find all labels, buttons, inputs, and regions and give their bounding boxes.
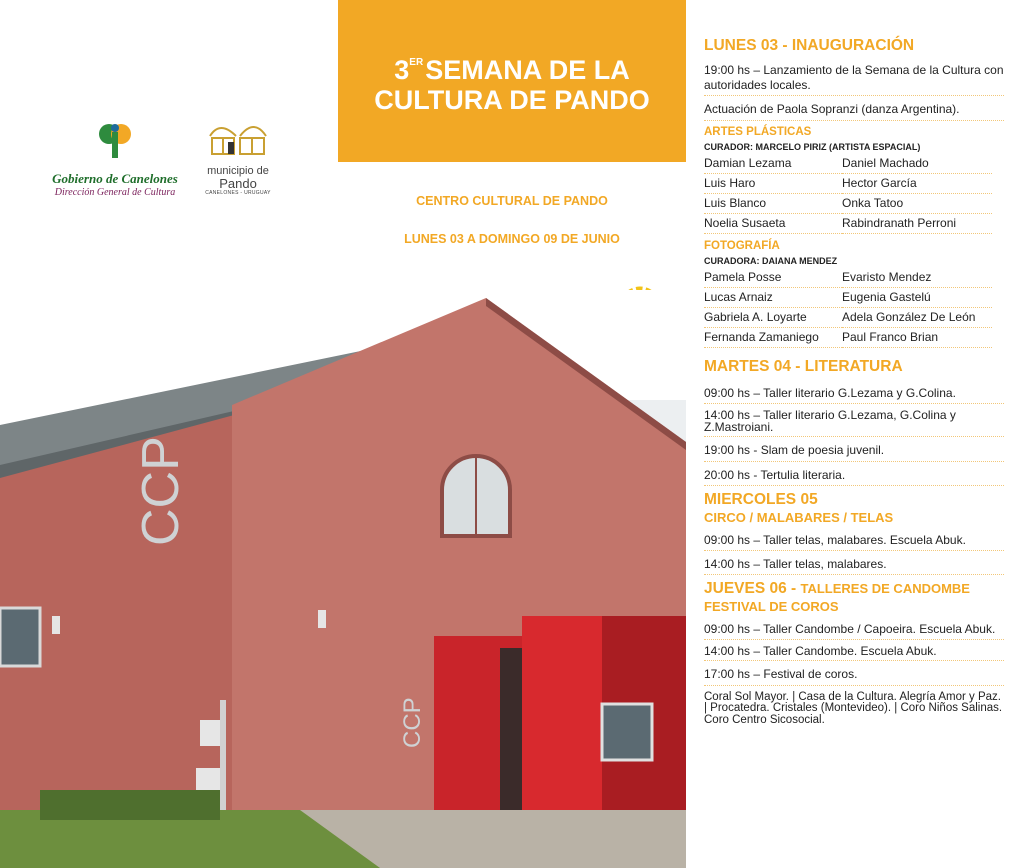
monday-heading: LUNES 03 - INAUGURACIÓN	[704, 37, 915, 54]
pando-line3: CANELONES - URUGUAY	[205, 190, 271, 196]
pando-line2: Pando	[219, 176, 257, 191]
monday-item-1: 19:00 hs – Lanzamiento de la Semana de la Cultura con autoridades locales.	[704, 61, 1004, 96]
artist-name: Onka Tatoo	[842, 195, 992, 214]
building-sign-small: CCP	[399, 697, 426, 748]
plastic-arts-curator: CURADOR: MARCELO PIRIZ (ARTISTA ESPACIAL)	[704, 141, 921, 152]
tuesday-item-3: 19:00 hs - Slam de poesia juvenil.	[704, 441, 1004, 462]
event-title-line1: 3ERSEMANA DE LA	[394, 54, 630, 85]
artist-name: Adela González De León	[842, 309, 992, 328]
photography-heading: FOTOGRAFÍA	[704, 239, 780, 252]
canelones-emblem-icon	[99, 120, 131, 160]
artist-name: Luis Blanco	[704, 195, 842, 214]
wednesday-heading: MIERCOLES 05	[704, 491, 818, 508]
event-dates: LUNES 03 A DOMINGO 09 DE JUNIO	[404, 232, 620, 246]
photography-artists-list	[704, 269, 1004, 349]
wednesday-item-2: 14:00 hs – Taller telas, malabares.	[704, 555, 1004, 576]
building-sign-large: CCP	[132, 436, 190, 546]
tuesday-heading: MARTES 04 - LITERATURA	[704, 357, 903, 375]
tuesday-item-2: 14:00 hs – Taller literario G.Lezama, G.Colina y Z.Mastroiani.	[704, 408, 1004, 437]
canelones-logo	[50, 120, 180, 198]
artist-name: Noelia Susaeta	[704, 215, 842, 234]
venue-name: CENTRO CULTURAL DE PANDO	[416, 194, 608, 208]
thursday-item-3: 17:00 hs – Festival de coros.	[704, 665, 1004, 686]
artist-name: Luis Haro	[704, 175, 842, 194]
artist-name: Eugenia Gastelú	[842, 289, 992, 308]
artist-name: Daniel Machado	[842, 155, 992, 174]
canelones-subtitle: Dirección General de Cultura	[54, 187, 176, 198]
artist-name: Hector García	[842, 175, 992, 194]
canelones-name: Gobierno de Canelones	[52, 171, 178, 186]
artist-name: Paul Franco Brian	[842, 329, 992, 348]
tuesday-item-4: 20:00 hs - Tertulia literaria.	[704, 466, 1004, 487]
artist-name: Gabriela A. Loyarte	[704, 309, 842, 328]
artist-name: Rabindranath Perroni	[842, 215, 992, 234]
choirs-list: Coral Sol Mayor. | Casa de la Cultura. Alegría Amor y Paz. | Procatedra. Cristales (Montevideo). | Coro Niños Salinas. Coro Centro Sicosocial.	[704, 690, 1003, 726]
artist-name: Damian Lezama	[704, 155, 842, 174]
monday-item-2: Actuación de Paola Sopranzi (danza Argentina).	[704, 100, 1004, 121]
thursday-subheading: FESTIVAL DE COROS	[704, 599, 839, 614]
artist-name: Lucas Arnaiz	[704, 289, 842, 308]
event-title-box	[338, 0, 686, 162]
artist-name: Fernanda Zamaniego	[704, 329, 842, 348]
thursday-item-2: 14:00 hs – Taller Candombe. Escuela Abuk.	[704, 644, 1004, 662]
wednesday-item-1: 09:00 hs – Taller telas, malabares. Escuela Abuk.	[704, 533, 1004, 551]
thursday-heading: JUEVES 06 - TALLERES DE CANDOMBE	[704, 580, 970, 597]
wednesday-subheading: CIRCO / MALABARES / TELAS	[704, 510, 894, 525]
artist-name: Pamela Posse	[704, 269, 842, 288]
artist-name: Evaristo Mendez	[842, 269, 992, 288]
thursday-item-1: 09:00 hs – Taller Candombe / Capoeira. Escuela Abuk.	[704, 622, 1004, 640]
cultural-center-photo	[0, 290, 686, 868]
plastic-arts-heading: ARTES PLÁSTICAS	[704, 125, 812, 138]
event-title-line2: CULTURA DE PANDO	[374, 84, 650, 115]
tuesday-item-1: 09:00 hs – Taller literario G.Lezama y G.Colina.	[704, 384, 1004, 405]
pando-emblem-icon	[206, 116, 270, 158]
plastic-artists-list	[704, 155, 1004, 235]
photography-curator: CURADORA: DAIANA MENDEZ	[704, 255, 838, 266]
program-column	[704, 36, 1004, 726]
pando-line1: municipio de	[207, 165, 269, 177]
municipio-pando-logo	[198, 116, 278, 196]
